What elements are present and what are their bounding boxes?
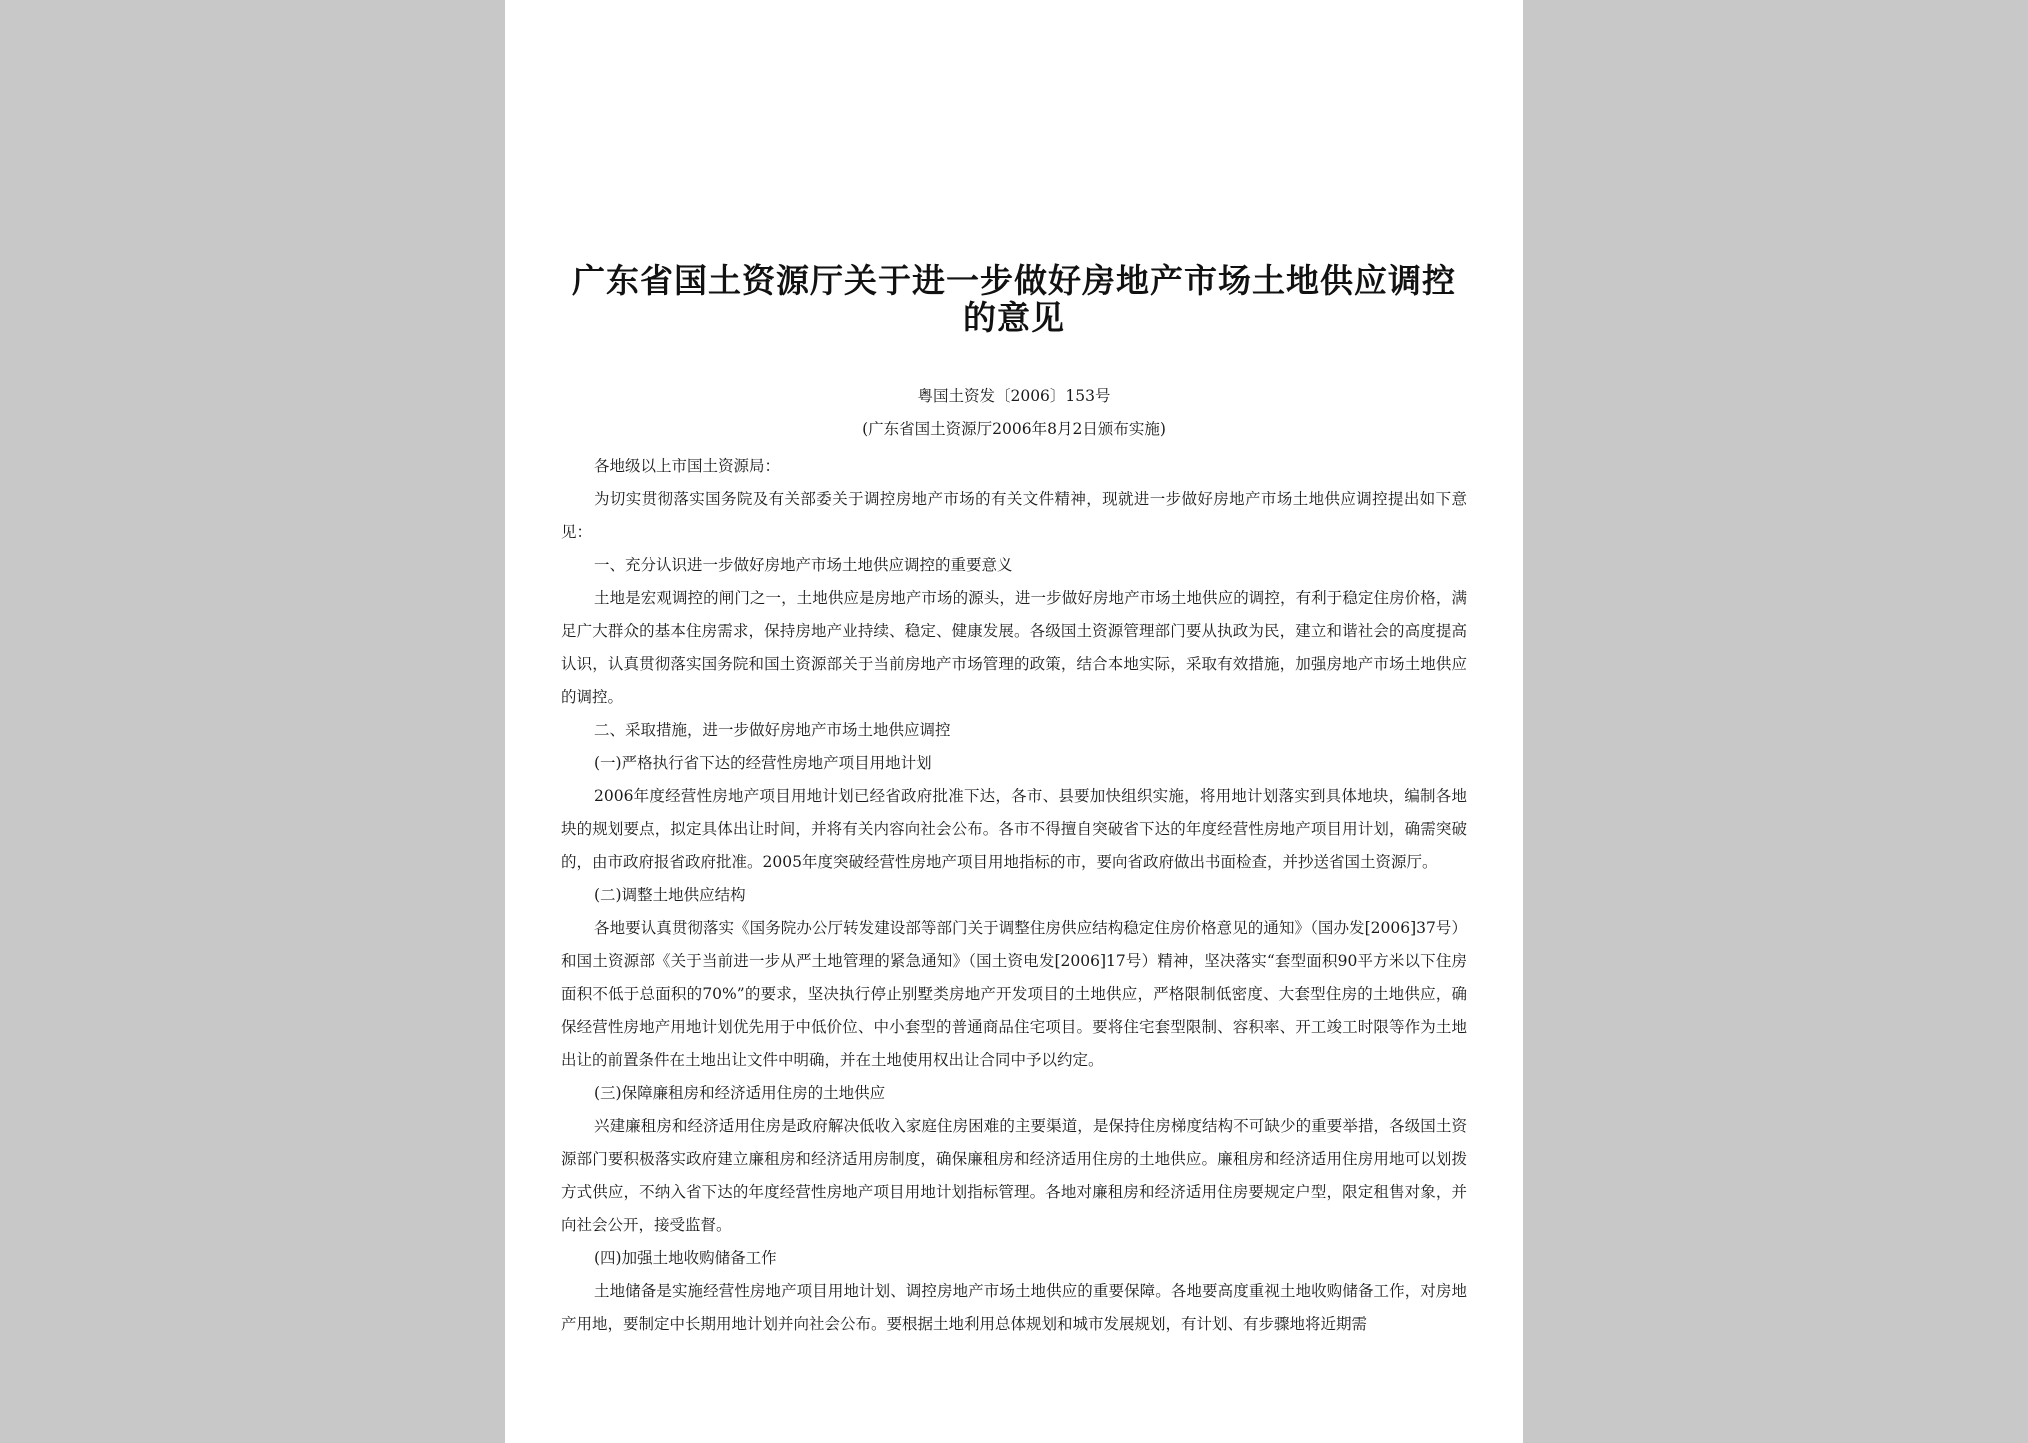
subsection-heading-1: (一)严格执行省下达的经营性房地产项目用地计划 [594, 754, 932, 772]
document-page [505, 0, 1523, 1443]
document-number: 粤国土资发〔2006〕153号 [917, 387, 1111, 405]
subsection-heading-4: (四)加强土地收购储备工作 [594, 1249, 777, 1267]
paragraph: 土地储备是实施经营性房地产项目用地计划、调控房地产市场土地供应的重要保障。各地要高度重视土地收购储备工作，对房地产用地，要制定中长期用地计划并向社会公布。要根据土地利用总体规划和城市发展规划，有计划、有步骤地将近期需 [561, 1282, 1467, 1333]
section-heading-1: 一、充分认识进一步做好房地产市场土地供应调控的重要意义 [594, 556, 1013, 574]
paragraph: 各地要认真贯彻落实《国务院办公厅转发建设部等部门关于调整住房供应结构稳定住房价格意见的通知》（国办发[2006]37号）和国土资源部《关于当前进一步从严土地管理的紧急通知》（国土资电发[2006]17号）精神，坚决落实“套型面积90平方米以下住房面积不低于总面积的70%”的要求，坚决执行停止别墅类房地产开发项目的土地供应，严格限制低密度、大套型住房的土地供应，确保经营性房地产用地计划优先用于中低价位、中小套型的普通商品住宅项目。要将住宅套型限制、容积率、开工竣工时限等作为土地出让的前置条件在土地出让文件中明确，并在土地使用权出让合同中予以约定。 [561, 919, 1467, 1069]
subsection-heading-2: (二)调整土地供应结构 [594, 886, 746, 904]
paragraph: 2006年度经营性房地产项目用地计划已经省政府批准下达，各市、县要加快组织实施，将用地计划落实到具体地块，编制各地块的规划要点，拟定具体出让时间，并将有关内容向社会公布。各市不得擅自突破省下达的年度经营性房地产项目用计划，确需突破的，由市政府报省政府批准。2005年度突破经营性房地产项目用地指标的市，要向省政府做出书面检查，并抄送省国土资源厅。 [561, 787, 1467, 871]
paragraph: 土地是宏观调控的闸门之一，土地供应是房地产市场的源头，进一步做好房地产市场土地供应的调控，有利于稳定住房价格，满足广大群众的基本住房需求，保持房地产业持续、稳定、健康发展。各级国土资源管理部门要从执政为民，建立和谐社会的高度提高认识，认真贯彻落实国务院和国土资源部关于当前房地产市场管理的政策，结合本地实际，采取有效措施，加强房地产市场土地供应的调控。 [561, 589, 1467, 706]
paragraph-intro: 为切实贯彻落实国务院及有关部委关于调控房地产市场的有关文件精神，现就进一步做好房地产市场土地供应调控提出如下意见： [561, 490, 1467, 541]
document-title: 广东省国土资源厅关于进一步做好房地产市场土地供应调控的意见 [572, 261, 1456, 337]
issue-note: (广东省国土资源厅2006年8月2日颁布实施) [862, 420, 1166, 438]
subsection-heading-3: (三)保障廉租房和经济适用住房的土地供应 [594, 1084, 886, 1102]
paragraph: 兴建廉租房和经济适用住房是政府解决低收入家庭住房困难的主要渠道，是保持住房梯度结构不可缺少的重要举措，各级国土资源部门要积极落实政府建立廉租房和经济适用房制度，确保廉租房和经济适用住房的土地供应。廉租房和经济适用住房用地可以划拨方式供应，不纳入省下达的年度经营性房地产项目用地计划指标管理。各地对廉租房和经济适用住房要规定户型，限定租售对象，并向社会公开，接受监督。 [561, 1117, 1467, 1234]
document-body [561, 450, 1467, 1341]
section-heading-2: 二、采取措施，进一步做好房地产市场土地供应调控 [594, 721, 951, 739]
paragraph-salutation: 各地级以上市国土资源局： [594, 457, 781, 475]
